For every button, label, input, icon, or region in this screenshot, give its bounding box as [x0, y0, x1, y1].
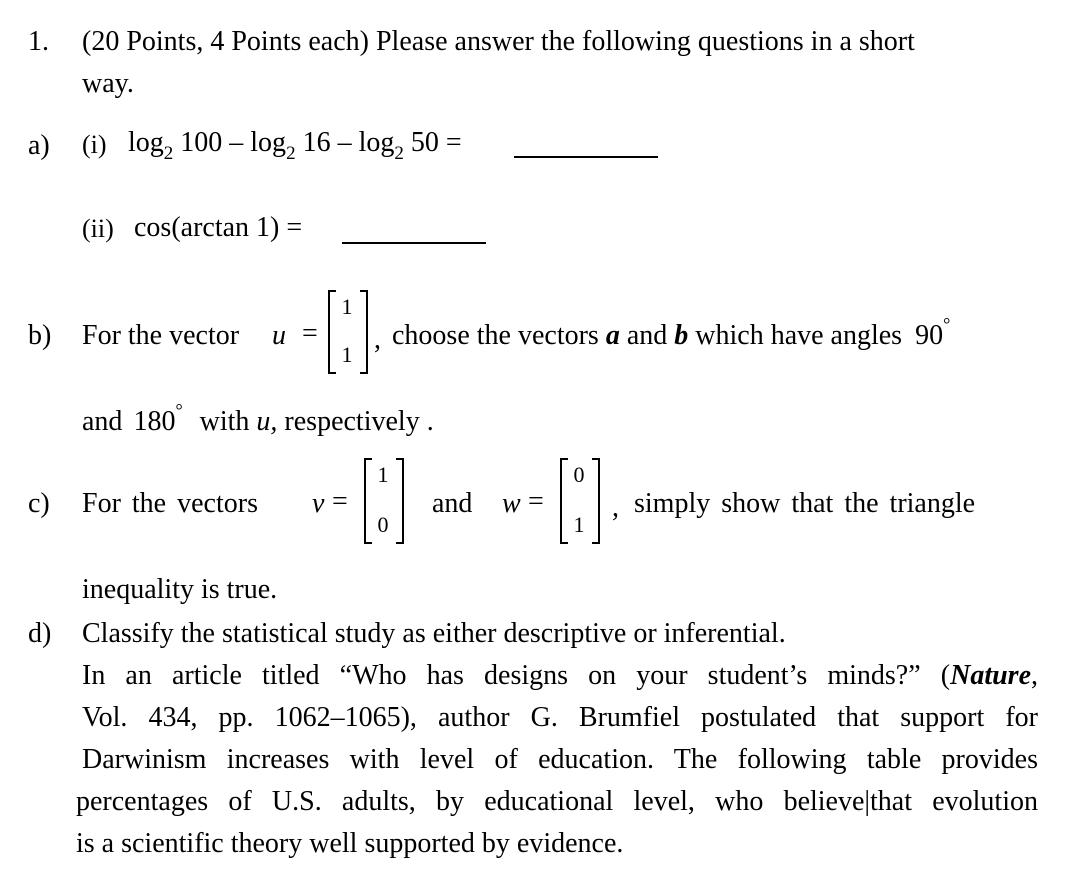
log-arg-3: 50 — [410, 127, 439, 158]
journal-name: Nature — [950, 660, 1031, 691]
part-d-line3: Vol. 434, pp. 1062–1065), author G. Brumfiel postulated that support for — [82, 702, 1038, 733]
var-u: u — [272, 320, 286, 351]
and-word: and — [626, 320, 668, 351]
var-a: a — [605, 320, 620, 351]
minus-sign: – — [337, 127, 352, 158]
matrix-right-bracket — [396, 458, 404, 544]
part-d-line4: Darwinism increases with level of education. The following table provides — [82, 744, 1038, 775]
part-d-label: d) — [28, 618, 52, 649]
log-base: 2 — [163, 143, 174, 164]
log-arg-2: 16 — [302, 127, 331, 158]
part-c-line2: inequality is true. — [82, 574, 278, 605]
log-word: log — [128, 127, 164, 158]
question-intro-line1: (20 Points, 4 Points each) Please answer the following questions in a short — [82, 26, 915, 57]
matrix-right-bracket — [592, 458, 600, 544]
w-bottom: 1 — [573, 512, 585, 537]
var-b: b — [674, 320, 689, 351]
part-b-text3: which have angles — [695, 320, 903, 351]
part-d-line2 — [82, 662, 1038, 690]
degree-symbol: ° — [943, 314, 951, 334]
var-u: u, — [256, 406, 278, 437]
part-c-text2: simply show that the triangle — [634, 488, 976, 519]
equals-sign: = — [302, 318, 318, 349]
respectively-text: respectively . — [284, 406, 434, 437]
v-bottom: 0 — [377, 512, 389, 537]
angle-90: 90 — [915, 320, 944, 351]
equals-sign: = — [332, 486, 348, 517]
log-base: 2 — [286, 143, 296, 164]
part-d-line6: is a scientific theory well supported by evidence. — [76, 828, 624, 859]
part-b-text1: For the vector — [82, 320, 240, 351]
part-c-text1: For the vectors — [82, 488, 258, 519]
var-w: w — [502, 488, 521, 519]
matrix-right-bracket — [360, 290, 368, 374]
u-top: 1 — [341, 294, 353, 319]
part-a-label: a) — [28, 130, 50, 161]
question-number: 1. — [28, 26, 49, 57]
part-a-i-expression — [128, 127, 462, 164]
question-intro-line2: way. — [82, 68, 134, 99]
minus-sign: – — [229, 127, 244, 158]
answer-blank-a-i[interactable] — [514, 156, 658, 158]
and-word: and — [82, 406, 123, 437]
w-top: 0 — [573, 462, 585, 487]
punctuation: , — [1031, 660, 1038, 691]
comma: , — [612, 492, 619, 523]
answer-blank-a-ii[interactable] — [342, 242, 486, 244]
part-b-label: b) — [28, 320, 52, 351]
article-title-text: In an article titled “Who has designs on your student’s minds?” ( — [82, 660, 951, 691]
part-c-label: c) — [28, 488, 50, 519]
v-top: 1 — [377, 462, 389, 487]
equals-sign: = — [445, 127, 462, 158]
part-b-line1 — [392, 314, 951, 351]
part-b-line2 — [82, 400, 434, 437]
comma: , — [374, 324, 381, 355]
angle-180: 180 — [133, 406, 176, 437]
part-a-ii-label: (ii) — [82, 214, 114, 243]
part-a-i-label: (i) — [82, 130, 107, 159]
var-v: v — [312, 488, 325, 519]
part-d-line1: Classify the statistical study as either descriptive or inferential. — [82, 618, 786, 649]
with-word: with — [199, 406, 250, 437]
log-word: log — [250, 127, 287, 158]
and-word: and — [432, 488, 473, 519]
log-arg-1: 100 — [180, 127, 223, 158]
equals-sign: = — [528, 486, 544, 517]
log-base: 2 — [394, 143, 404, 164]
log-word: log — [358, 127, 395, 158]
part-a-ii-expression: cos(arctan 1) = — [134, 212, 303, 243]
degree-symbol: ° — [175, 400, 183, 420]
u-bottom: 1 — [341, 342, 353, 367]
part-b-text2: choose the vectors — [392, 320, 599, 351]
part-d-line5: percentages of U.S. adults, by educational level, who believe|that evolution — [76, 786, 1038, 817]
